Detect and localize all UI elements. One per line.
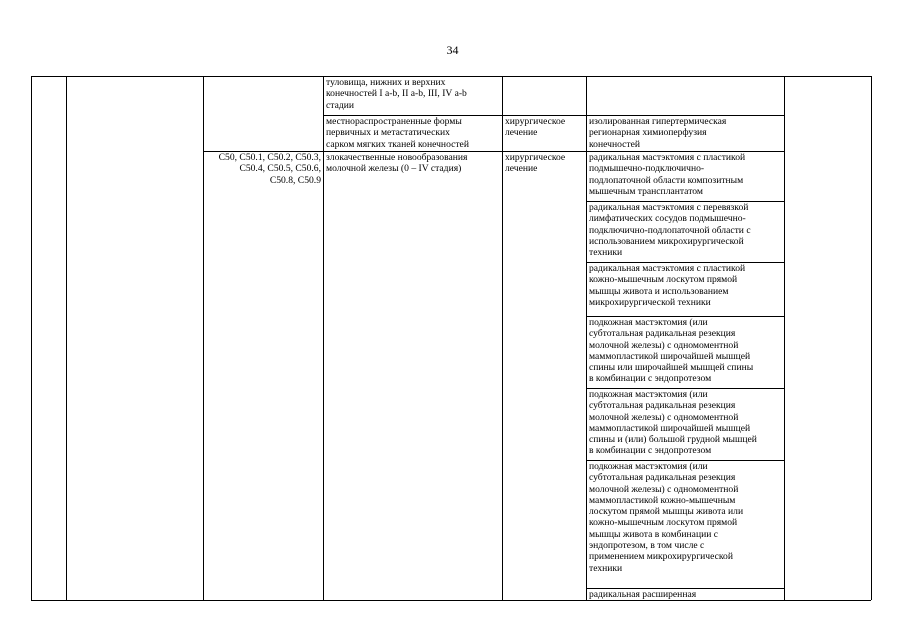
diagnosis-cell: туловища, нижних и верхних конечностей I a-b, II a-b, III, IV a-b стадии xyxy=(326,77,467,111)
method-cell: подкожная мастэктомия (или субтотальная радикальная резекция молочной железы) с одномоментной маммопластикой широчайшей мышцей спины или широчайшей мышцей спины в комбинации с эндопротезом xyxy=(589,317,754,385)
method-cell: подкожная мастэктомия (или субтотальная радикальная резекция молочной железы) с одномоментной маммопластикой широчайшей мышцей спины и (или) большой грудной мышцей в комбинации с эндопротезом xyxy=(589,389,757,457)
table-border-line xyxy=(502,76,503,600)
table-border-line xyxy=(871,76,872,600)
diagnosis-cell: местнораспространенные формы первичных и метастатических сарком мягких тканей конечностей xyxy=(326,116,469,150)
table-border-line xyxy=(784,76,785,600)
page-number: 34 xyxy=(446,43,459,57)
table-border-line xyxy=(586,76,587,600)
treatment-cell: хирургическое лечение xyxy=(505,152,566,175)
table-border-line xyxy=(323,76,324,600)
diagnosis-cell: злокачественные новообразования молочной железы (0 – IV стадия) xyxy=(326,152,468,175)
table-border-line xyxy=(31,76,32,600)
method-cell: радикальная мастэктомия с пластикой подмышечно-подключично- подлопаточной области композитным мышечным трансплантатом xyxy=(589,152,746,197)
method-cell: радикальная мастэктомия с перевязкой лимфатических сосудов подмышечно- подключично-подлопаточной области с использованием микрохирургической техники xyxy=(589,202,751,259)
table-border-line xyxy=(66,76,67,600)
icd-codes-cell: C50, C50.1, C50.2, C50.3, C50.4, C50.5, C50.6, C50.8, C50.9 xyxy=(218,152,321,186)
treatment-cell: хирургическое лечение xyxy=(505,116,566,139)
method-cell: радикальная расширенная xyxy=(589,589,697,600)
method-cell: радикальная мастэктомия с пластикой кожно-мышечным лоскутом прямой мышцы живота и использованием микрохирургической техники xyxy=(589,263,746,308)
method-cell: подкожная мастэктомия (или субтотальная радикальная резекция молочной железы) с одномоментной маммопластикой кожно-мышечным лоскутом прямой мышцы живота или кожно-мышечным лоскутом прямой мышцы живота в комбинации с эндопротезом, в том числе с применением микрохирургической техники xyxy=(589,461,744,574)
method-cell: изолированная гипертермическая регионарная химиоперфузия конечностей xyxy=(589,116,727,150)
